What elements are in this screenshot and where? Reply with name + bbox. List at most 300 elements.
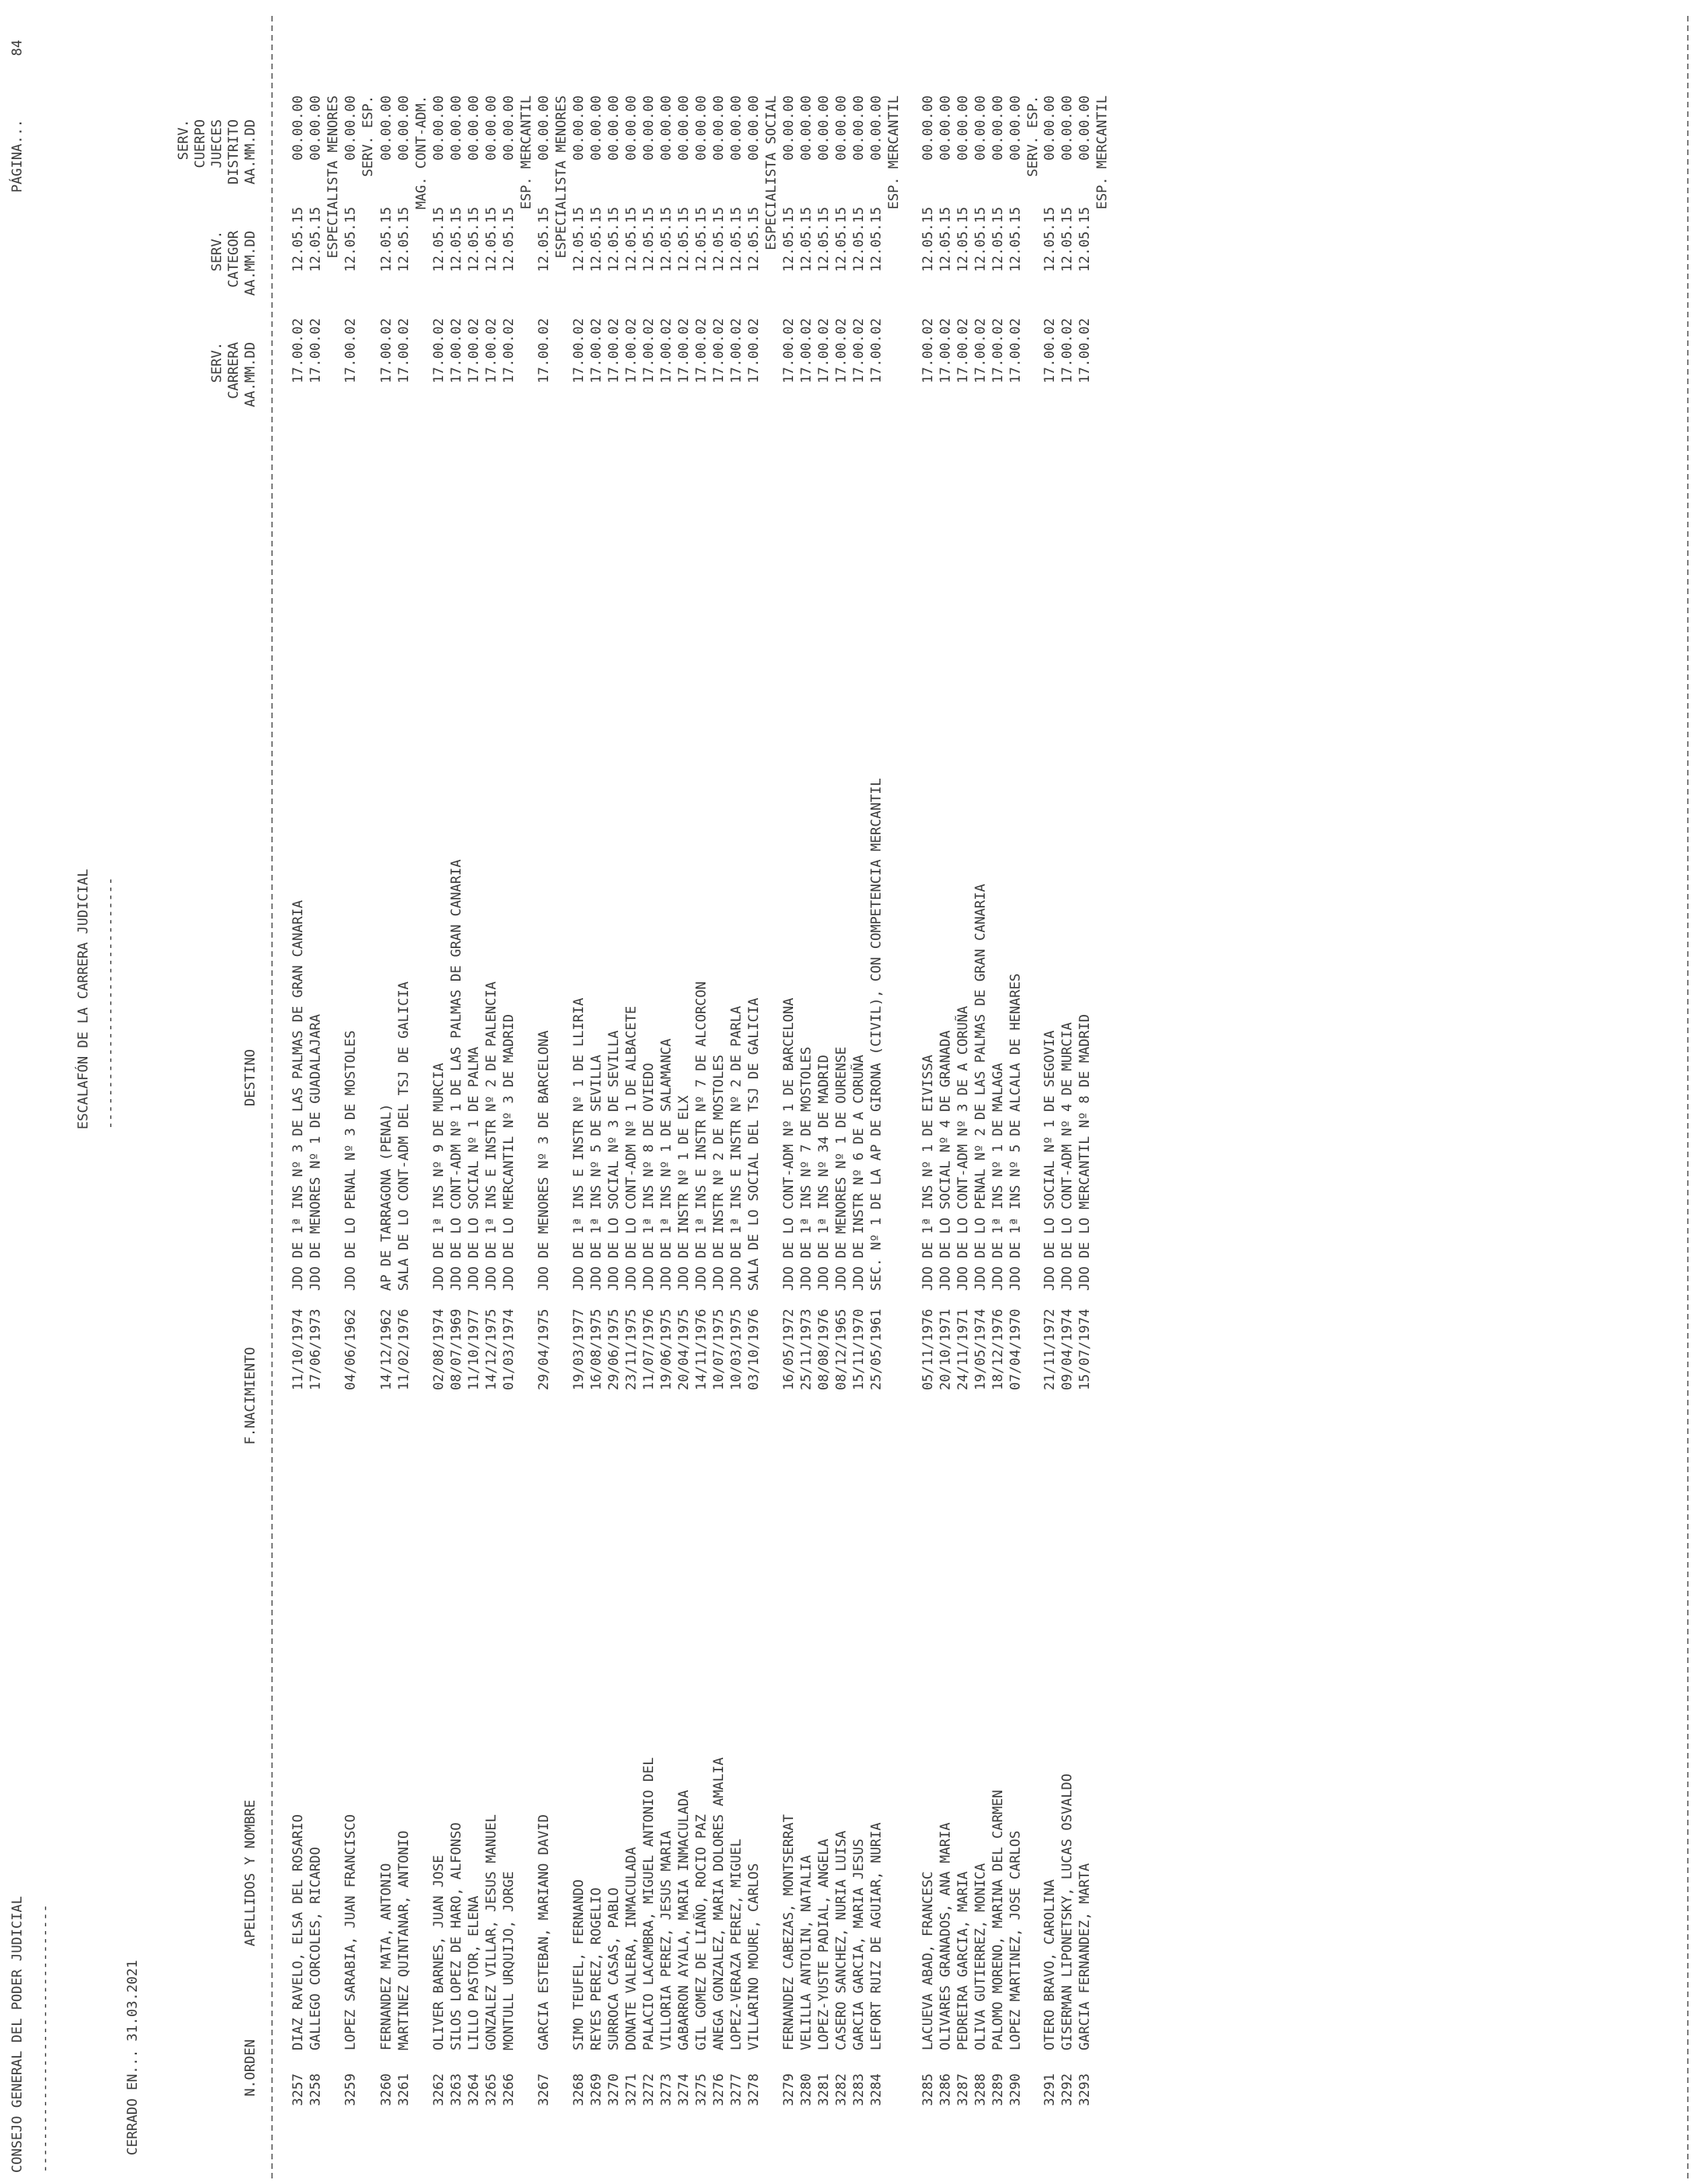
row-serv-carrera: 17.00.02 (571, 318, 587, 383)
row-name: GISERMAN LIPONETSKY, LUCAS OSVALDO (1059, 1774, 1075, 2050)
row-birth-date: 07/04/1970 (1008, 1308, 1024, 1390)
row-name: LACUEVA ABAD, FRANCESC (920, 1871, 936, 2050)
row-birth-date: 19/06/1975 (659, 1308, 674, 1390)
row-destination: JDO DE LO CONT-ADM Nº 4 DE MURCIA (1059, 1022, 1075, 1291)
row-n-orden: 3291 (1042, 2073, 1058, 2106)
row-specialty-note: ESP. MERCANTIL (1094, 95, 1110, 210)
row-n-orden: 3263 (449, 2073, 465, 2106)
row-name: LOPEZ SARABIA, JUAN FRANCISCO (343, 1814, 359, 2050)
row-serv-carrera: 17.00.02 (641, 318, 657, 383)
row-birth-date: 16/08/1975 (589, 1308, 604, 1390)
row-name: OLIVARES GRANADOS, ANA MARIA (938, 1822, 954, 2050)
row-serv-distrito: 00.00.00 (1008, 95, 1024, 161)
row-destination: JDO DE 1ª INS Nº 3 DE LAS PALMAS DE GRAN CANARIA (290, 900, 306, 1291)
row-serv-distrito: 00.00.00 (869, 95, 884, 161)
row-name: CASERO SANCHEZ, NURIA LUISA (834, 1830, 849, 2050)
row-destination: JDO DE INSTR Nº 1 DE ELX (676, 1095, 692, 1291)
table-row (501, 95, 535, 2106)
row-n-orden: 3283 (851, 2073, 867, 2106)
col-destino: DESTINO (243, 1049, 259, 1106)
row-destination: JDO DE LO SOCIAL Nº 1 DE SEGOVIA (1042, 1030, 1058, 1291)
col-serv-categor: SERV. (209, 231, 225, 272)
row-serv-categor: 12.05.15 (729, 207, 744, 272)
row-serv-carrera: 17.00.02 (816, 318, 832, 383)
row-destination: JDO DE 1ª INS Nº 34 DE MADRID (816, 1055, 832, 1291)
table-row (954, 95, 971, 2106)
table-row (816, 95, 832, 2106)
row-n-orden: 3272 (641, 2073, 657, 2106)
row-serv-categor: 12.05.15 (694, 207, 709, 272)
table-row (641, 95, 657, 2106)
row-serv-carrera: 17.00.02 (431, 318, 447, 383)
col-serv-carrera: AA.MM.DD (243, 342, 259, 407)
row-serv-distrito: 00.00.00 (589, 95, 604, 161)
table-row (379, 95, 395, 2106)
row-serv-carrera: 17.00.02 (990, 318, 1006, 383)
row-serv-categor: 12.05.15 (711, 207, 727, 272)
row-name: OLIVER BARNES, JUAN JOSE (431, 1855, 447, 2050)
row-serv-categor: 12.05.15 (990, 207, 1006, 272)
row-destination: JDO DE 1ª INS Nº 8 DE OVIEDO (641, 1063, 657, 1291)
row-serv-carrera: 17.00.02 (589, 318, 604, 383)
row-n-orden: 3280 (799, 2073, 814, 2106)
col-n-orden: N.ORDEN (243, 2039, 259, 2097)
row-serv-distrito: 00.00.00 (990, 95, 1006, 161)
col-nacimiento: F.NACIMIENTO (243, 1347, 259, 1445)
row-birth-date: 05/11/1976 (920, 1308, 936, 1390)
row-destination: JDO DE LO SOCIAL Nº 1 DE PALMA (466, 1046, 482, 1291)
row-serv-distrito: 00.00.00 (466, 95, 482, 161)
row-name: VILLORIA PEREZ, JESUS MARIA (659, 1830, 674, 2050)
table-row (290, 95, 306, 2106)
row-serv-categor: 12.05.15 (379, 207, 395, 272)
row-destination: SALA DE LO SOCIAL DEL TSJ DE GALICIA (746, 997, 762, 1291)
col-serv-distrito: CUERPO (192, 119, 208, 169)
table-row (396, 95, 430, 2106)
row-serv-distrito: 00.00.00 (571, 95, 587, 161)
row-destination: JDO DE 1ª INS E INSTR Nº 1 DE LLIRIA (571, 997, 587, 1291)
row-n-orden: 3266 (501, 2073, 517, 2106)
col-serv-distrito: AA.MM.DD (243, 119, 259, 185)
row-specialty-note: ESP. MERCANTIL (519, 95, 535, 210)
row-birth-date: 11/07/1976 (641, 1308, 657, 1390)
row-serv-carrera: 17.00.02 (343, 318, 359, 383)
col-serv-categor: CATEGOR (226, 231, 242, 288)
table-row (589, 95, 604, 2106)
row-specialty-note: ESP. MERCANTIL (886, 95, 902, 210)
table-row (1042, 95, 1058, 2106)
table-row (711, 95, 727, 2106)
row-destination: JDO DE LO CONT-ADM Nº 3 DE A CORUÑA (955, 1005, 971, 1291)
row-serv-carrera: 17.00.02 (536, 318, 552, 383)
row-n-orden: 3274 (676, 2073, 692, 2106)
row-n-orden: 3260 (379, 2073, 395, 2106)
table-row (624, 95, 639, 2106)
document-title: ESCALAFÓN DE LA CARRERA JUDICIAL (76, 869, 91, 1129)
row-specialty-note: SERV. ESP. (1025, 95, 1041, 177)
row-name: GARCIA ESTEBAN, MARIANO DAVID (536, 1814, 552, 2050)
row-serv-carrera: 17.00.02 (290, 318, 306, 383)
row-serv-categor: 12.05.15 (938, 207, 954, 272)
row-birth-date: 21/11/1972 (1042, 1308, 1058, 1390)
row-birth-date: 20/10/1971 (938, 1308, 954, 1390)
row-serv-categor: 12.05.15 (624, 207, 639, 272)
row-destination: JDO DE LO SOCIAL Nº 4 DE GRANADA (938, 1030, 954, 1291)
row-destination: JDO DE 1ª INS E INSTR Nº 2 DE PALENCIA (484, 981, 500, 1291)
row-serv-categor: 12.05.15 (449, 207, 465, 272)
row-destination: JDO DE LO PENAL Nº 2 DE LAS PALMAS DE GRAN CANARIA (973, 884, 989, 1291)
row-serv-distrito: 00.00.00 (659, 95, 674, 161)
row-serv-distrito: 00.00.00 (290, 95, 306, 161)
table-row (659, 95, 674, 2106)
row-destination: JDO DE LO CONT-ADM Nº 1 DE LAS PALMAS DE GRAN CANARIA (449, 859, 465, 1291)
row-name: DONATE VALERA, INMACULADA (624, 1847, 639, 2050)
row-serv-categor: 12.05.15 (955, 207, 971, 272)
row-n-orden: 3268 (571, 2073, 587, 2106)
row-serv-categor: 12.05.15 (466, 207, 482, 272)
row-destination: SEC. Nº 1 DE LA AP DE GIRONA (CIVIL), CON COMPETENCIA MERCANTIL (869, 778, 884, 1291)
row-serv-categor: 12.05.15 (920, 207, 936, 272)
row-birth-date: 11/10/1977 (466, 1308, 482, 1390)
row-serv-carrera: 17.00.02 (834, 318, 849, 383)
row-serv-distrito: 00.00.00 (711, 95, 727, 161)
row-serv-categor: 12.05.15 (501, 207, 517, 272)
row-serv-distrito: 00.00.00 (308, 95, 324, 161)
title-underline: ------------------------------- (103, 876, 119, 1129)
row-serv-distrito: 00.00.00 (955, 95, 971, 161)
row-n-orden: 3276 (711, 2073, 727, 2106)
row-serv-categor: 12.05.15 (396, 207, 412, 272)
org-underline: --------------------------------- (37, 1904, 53, 2173)
row-destination: JDO DE 1ª INS Nº 9 DE MURCIA (431, 1063, 447, 1291)
row-name: SURROCA CASAS, PABLO (606, 1887, 622, 2050)
row-birth-date: 15/11/1970 (851, 1308, 867, 1390)
row-n-orden: 3257 (290, 2073, 306, 2106)
table-row (343, 95, 376, 2106)
row-n-orden: 3259 (343, 2073, 359, 2106)
row-n-orden: 3264 (466, 2073, 482, 2106)
row-serv-distrito: 00.00.00 (781, 95, 797, 161)
row-serv-carrera: 17.00.02 (694, 318, 709, 383)
row-birth-date: 08/08/1976 (816, 1308, 832, 1390)
row-birth-date: 19/03/1977 (571, 1308, 587, 1390)
row-name: LILLO PASTOR, ELENA (466, 1895, 482, 2050)
row-name: PEDREIRA GARCIA, MARIA (955, 1871, 971, 2050)
row-name: LOPEZ MARTINEZ, JOSE CARLOS (1008, 1830, 1024, 2050)
row-serv-carrera: 17.00.02 (308, 318, 324, 383)
row-birth-date: 29/06/1975 (606, 1308, 622, 1390)
row-destination: JDO DE LO SOCIAL Nº 3 DE SEVILLA (606, 1030, 622, 1291)
row-name: GARCIA GARCIA, MARIA JESUS (851, 1838, 867, 2050)
table-row (676, 95, 692, 2106)
row-name: LOPEZ-VERAZA PEREZ, MIGUEL (729, 1838, 744, 2050)
row-serv-distrito: 00.00.00 (1059, 95, 1075, 161)
row-specialty-note: ESPECIALISTA MENORES (554, 95, 569, 258)
row-serv-categor: 12.05.15 (1059, 207, 1075, 272)
row-destination: JDO DE 1ª INS E INSTR Nº 2 DE PARLA (729, 1005, 744, 1291)
row-name: GARCIA FERNANDEZ, MARTA (1077, 1863, 1093, 2050)
table-row (1077, 95, 1110, 2106)
org-name: CONSEJO GENERAL DEL PODER JUDICIAL (10, 1896, 25, 2173)
row-serv-categor: 12.05.15 (290, 207, 306, 272)
row-serv-distrito: 00.00.00 (641, 95, 657, 161)
row-name: VELILLA ANTOLIN, NATALIA (799, 1855, 814, 2050)
row-serv-carrera: 17.00.02 (851, 318, 867, 383)
row-birth-date: 14/12/1975 (484, 1308, 500, 1390)
row-n-orden: 3289 (990, 2073, 1006, 2106)
row-serv-carrera: 17.00.02 (659, 318, 674, 383)
row-serv-carrera: 17.00.02 (920, 318, 936, 383)
row-serv-carrera: 17.00.02 (869, 318, 884, 383)
row-destination: AP DE TARRAGONA (PENAL) (379, 1103, 395, 1291)
table-row (484, 95, 500, 2106)
col-serv-categor: AA.MM.DD (243, 231, 259, 296)
row-name: ANEGA GONZALEZ, MARIA DOLORES AMALIA (711, 1757, 727, 2050)
row-serv-distrito: 00.00.00 (379, 95, 395, 161)
row-serv-carrera: 17.00.02 (955, 318, 971, 383)
row-birth-date: 18/12/1976 (990, 1308, 1006, 1390)
row-n-orden: 3262 (431, 2073, 447, 2106)
row-name: PALOMO MORENO, MARINA DEL CARMEN (990, 1790, 1006, 2050)
row-n-orden: 3282 (834, 2073, 849, 2106)
row-serv-carrera: 17.00.02 (799, 318, 814, 383)
table-row (834, 95, 849, 2106)
table-row (449, 95, 465, 2106)
row-serv-carrera: 17.00.02 (606, 318, 622, 383)
row-n-orden: 3288 (973, 2073, 989, 2106)
row-name: LOPEZ-YUSTE PADIAL, ANGELA (816, 1838, 832, 2050)
row-serv-categor: 12.05.15 (1077, 207, 1093, 272)
row-serv-distrito: 00.00.00 (396, 95, 412, 161)
row-serv-distrito: 00.00.00 (938, 95, 954, 161)
row-serv-carrera: 17.00.02 (1008, 318, 1024, 383)
row-serv-carrera: 17.00.02 (746, 318, 762, 383)
row-destination: JDO DE LO PENAL Nº 3 DE MOSTOLES (343, 1030, 359, 1291)
row-n-orden: 3287 (955, 2073, 971, 2106)
row-serv-distrito: 00.00.00 (851, 95, 867, 161)
row-destination: JDO DE LO CONT-ADM Nº 1 DE BARCELONA (781, 997, 797, 1291)
row-birth-date: 14/11/1976 (694, 1308, 709, 1390)
row-serv-categor: 12.05.15 (1008, 207, 1024, 272)
col-serv-carrera: SERV. (209, 342, 225, 383)
row-serv-categor: 12.05.15 (816, 207, 832, 272)
row-serv-categor: 12.05.15 (1042, 207, 1058, 272)
row-n-orden: 3292 (1059, 2073, 1075, 2106)
row-serv-distrito: 00.00.00 (536, 95, 552, 161)
row-destination: JDO DE 1ª INS Nº 1 DE EIVISSA (920, 1055, 936, 1291)
table-row (571, 95, 587, 2106)
row-serv-distrito: 00.00.00 (1042, 95, 1058, 161)
row-serv-distrito: 00.00.00 (746, 95, 762, 161)
row-destination: JDO DE MENORES Nº 1 DE GUADALAJARA (308, 1014, 324, 1291)
col-serv-distrito: SERV. (176, 119, 192, 161)
table-row (849, 95, 867, 2106)
table-row (466, 95, 482, 2106)
table-row (606, 95, 622, 2106)
table-row (1059, 95, 1075, 2106)
row-serv-carrera: 17.00.02 (501, 318, 517, 383)
row-specialty-note: SERV. ESP. (360, 95, 376, 177)
table-row (746, 95, 779, 2106)
row-n-orden: 3265 (484, 2073, 500, 2106)
row-n-orden: 3273 (659, 2073, 674, 2106)
row-serv-categor: 12.05.15 (799, 207, 814, 272)
row-name: OTERO BRAVO, CAROLINA (1042, 1879, 1058, 2050)
table-row (431, 95, 447, 2106)
row-serv-carrera: 17.00.02 (676, 318, 692, 383)
row-serv-carrera: 17.00.02 (729, 318, 744, 383)
col-serv-carrera: CARRERA (226, 342, 242, 399)
table-row (781, 95, 797, 2106)
row-n-orden: 3258 (308, 2073, 324, 2106)
row-specialty-note: ESPECIALISTA SOCIAL (764, 95, 779, 251)
row-birth-date: 19/05/1974 (973, 1308, 989, 1390)
row-serv-distrito: 00.00.00 (799, 95, 814, 161)
row-serv-carrera: 17.00.02 (624, 318, 639, 383)
row-birth-date: 08/07/1969 (449, 1308, 465, 1390)
row-destination: SALA DE LO CONT-ADM DEL TSJ DE GALICIA (396, 981, 412, 1291)
row-serv-categor: 12.05.15 (676, 207, 692, 272)
row-destination: JDO DE LO CONT-ADM Nº 1 DE ALBACETE (624, 1005, 639, 1291)
row-n-orden: 3286 (938, 2073, 954, 2106)
row-birth-date: 15/07/1974 (1077, 1308, 1093, 1390)
row-birth-date: 02/08/1974 (431, 1308, 447, 1390)
col-serv-distrito: JUECES (209, 119, 225, 169)
row-serv-distrito: 00.00.00 (816, 95, 832, 161)
row-name: GALLEGO CORCOLES, RICARDO (308, 1847, 324, 2050)
row-birth-date: 10/07/1975 (711, 1308, 727, 1390)
row-birth-date: 03/10/1976 (746, 1308, 762, 1390)
row-serv-carrera: 17.00.02 (1059, 318, 1075, 383)
row-serv-distrito: 00.00.00 (449, 95, 465, 161)
row-name: PALACIO LACAMBRA, MIGUEL ANTONIO DEL (641, 1757, 657, 2050)
row-serv-carrera: 17.00.02 (938, 318, 954, 383)
table-row (920, 95, 936, 2106)
row-serv-categor: 12.05.15 (851, 207, 867, 272)
col-serv-distrito: DISTRITO (226, 119, 242, 185)
table-row (729, 95, 744, 2106)
row-n-orden: 3290 (1008, 2073, 1024, 2106)
row-n-orden: 3267 (536, 2073, 552, 2106)
row-serv-carrera: 17.00.02 (781, 318, 797, 383)
row-n-orden: 3261 (396, 2073, 412, 2106)
row-destination: JDO DE 1ª INS Nº 1 DE MALAGA (990, 1063, 1006, 1291)
row-serv-categor: 12.05.15 (536, 207, 552, 272)
row-serv-carrera: 17.00.02 (379, 318, 395, 383)
row-serv-distrito: 00.00.00 (501, 95, 517, 161)
table-row (1008, 95, 1041, 2106)
row-serv-distrito: 00.00.00 (484, 95, 500, 161)
row-name: VILLARINO MOURE, CARLOS (746, 1863, 762, 2050)
row-n-orden: 3285 (920, 2073, 936, 2106)
row-name: OLIVA GUTIERREZ, MONICA (973, 1863, 989, 2050)
row-birth-date: 04/06/1962 (343, 1308, 359, 1390)
row-serv-categor: 12.05.15 (343, 207, 359, 272)
row-serv-distrito: 00.00.00 (1077, 95, 1093, 161)
row-n-orden: 3279 (781, 2073, 797, 2106)
row-birth-date: 14/12/1962 (379, 1308, 395, 1390)
row-n-orden: 3293 (1077, 2073, 1093, 2106)
row-birth-date: 20/04/1975 (676, 1308, 692, 1390)
row-serv-distrito: 00.00.00 (431, 95, 447, 161)
row-serv-distrito: 00.00.00 (343, 95, 359, 161)
row-serv-categor: 12.05.15 (659, 207, 674, 272)
row-name: REYES PEREZ, ROGELIO (589, 1887, 604, 2050)
row-birth-date: 17/06/1973 (308, 1308, 324, 1390)
row-serv-categor: 12.05.15 (589, 207, 604, 272)
row-serv-distrito: 00.00.00 (920, 95, 936, 161)
row-name: FERNANDEZ CABEZAS, MONTSERRAT (781, 1814, 797, 2050)
row-serv-categor: 12.05.15 (834, 207, 849, 272)
row-serv-categor: 12.05.15 (431, 207, 447, 272)
row-serv-carrera: 17.00.02 (1077, 318, 1093, 383)
row-birth-date: 01/03/1974 (501, 1308, 517, 1390)
row-serv-categor: 12.05.15 (641, 207, 657, 272)
table-row (536, 95, 569, 2106)
row-birth-date: 24/11/1971 (955, 1308, 971, 1390)
row-destination: JDO DE 1ª INS E INSTR Nº 7 DE ALCORCON (694, 981, 709, 1291)
row-destination: JDO DE INSTR Nº 6 DE A CORUÑA (851, 1055, 867, 1291)
row-serv-carrera: 17.00.02 (484, 318, 500, 383)
row-serv-carrera: 17.00.02 (711, 318, 727, 383)
row-serv-categor: 12.05.15 (781, 207, 797, 272)
row-n-orden: 3270 (606, 2073, 622, 2106)
row-serv-distrito: 00.00.00 (834, 95, 849, 161)
row-birth-date: 09/04/1974 (1059, 1308, 1075, 1390)
row-destination: JDO DE LO MERCANTIL Nº 3 DE MADRID (501, 1014, 517, 1291)
table-row (990, 95, 1006, 2106)
row-name: LEFORT RUIZ DE AGUIAR, NURIA (869, 1822, 884, 2050)
row-n-orden: 3278 (746, 2073, 762, 2106)
closed-date: CERRADO EN... 31.03.2021 (125, 1960, 141, 2155)
row-serv-categor: 12.05.15 (869, 207, 884, 272)
row-destination: JDO DE 1ª INS Nº 5 DE SEVILLA (589, 1055, 604, 1291)
row-serv-distrito: 00.00.00 (676, 95, 692, 161)
table-row (869, 95, 902, 2106)
row-serv-distrito: 00.00.00 (973, 95, 989, 161)
row-birth-date: 16/05/1972 (781, 1308, 797, 1390)
row-destination: JDO DE 1ª INS Nº 5 DE ALCALA DE HENARES (1008, 973, 1024, 1291)
row-destination: JDO DE 1ª INS Nº 7 DE MOSTOLES (799, 1046, 814, 1291)
row-serv-categor: 12.05.15 (484, 207, 500, 272)
row-name: MONTULL URQUIJO, JORGE (501, 1871, 517, 2050)
row-serv-categor: 12.05.15 (606, 207, 622, 272)
row-n-orden: 3269 (589, 2073, 604, 2106)
row-destination: JDO DE LO MERCANTIL Nº 8 DE MADRID (1077, 1014, 1093, 1291)
row-destination: JDO DE MENORES Nº 1 DE OURENSE (834, 1046, 849, 1291)
row-name: GABARRON AYALA, MARIA INMACULADA (676, 1790, 692, 2050)
table-row (308, 95, 341, 2106)
row-serv-carrera: 17.00.02 (396, 318, 412, 383)
row-birth-date: 08/12/1965 (834, 1308, 849, 1390)
row-name: GIL GOMEZ DE LIAÑO, ROCIO PAZ (694, 1814, 709, 2050)
row-name: SILOS LOPEZ DE HARO, ALFONSO (449, 1822, 465, 2050)
row-name: SIMO TEUFEL, FERNANDO (571, 1879, 587, 2050)
table-row (692, 95, 709, 2106)
row-serv-distrito: 00.00.00 (729, 95, 744, 161)
row-n-orden: 3281 (816, 2073, 832, 2106)
row-specialty-note: MAG. CONT-ADM. (414, 95, 430, 210)
row-n-orden: 3275 (694, 2073, 709, 2106)
row-n-orden: 3284 (869, 2073, 884, 2106)
row-serv-distrito: 00.00.00 (606, 95, 622, 161)
row-destination: JDO DE 1ª INS Nº 1 DE SALAMANCA (659, 1038, 674, 1291)
row-birth-date: 10/03/1975 (729, 1308, 744, 1390)
row-destination: JDO DE MENORES Nº 3 DE BARCELONA (536, 1030, 552, 1291)
page-label: PÁGINA... (10, 119, 25, 193)
row-serv-carrera: 17.00.02 (449, 318, 465, 383)
row-serv-distrito: 00.00.00 (624, 95, 639, 161)
